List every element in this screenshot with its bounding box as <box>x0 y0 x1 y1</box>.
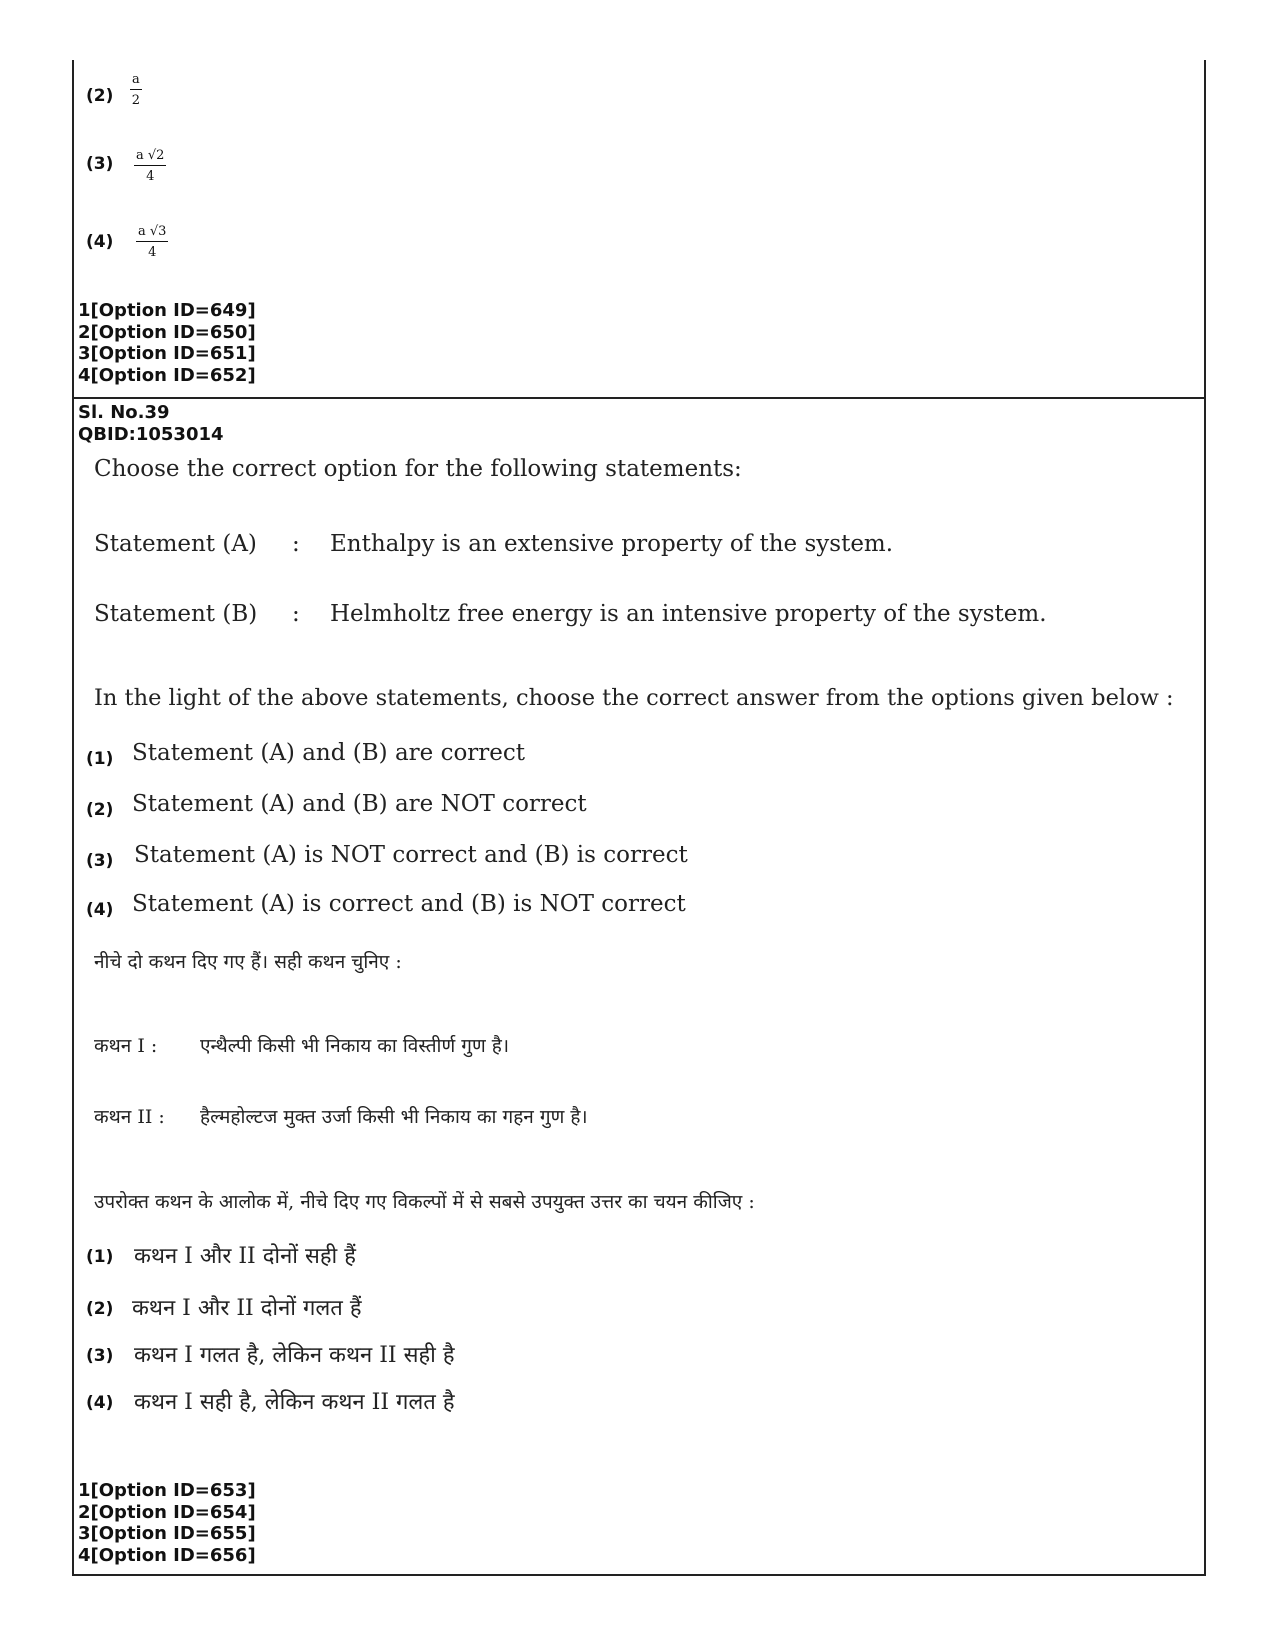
option-label: (3) <box>86 154 114 174</box>
option-math: $\frac{a √2}{4}$ <box>136 148 165 184</box>
option-text: Statement (A) is correct and (B) is NOT correct <box>132 891 686 917</box>
option-id: 3[Option ID=655] <box>78 1523 256 1544</box>
option-text: Statement (A) and (B) are NOT correct <box>132 791 587 817</box>
option-text: Statement (A) and (B) are correct <box>132 740 526 766</box>
option-label: (3) <box>86 851 114 871</box>
option-id: 2[Option ID=650] <box>78 321 256 343</box>
option-id: 1[Option ID=653] <box>78 1480 256 1501</box>
hindi-instruction: उपरोक्त कथन के आलोक में, नीचे दिए गए विकल्पों में से सबसे उपयुक्त उत्तर का चयन कीजिए : <box>94 1191 755 1213</box>
statement-a-label: Statement (A) <box>94 531 257 557</box>
statement-a-text: Enthalpy is an extensive property of the system. <box>330 531 894 557</box>
question-header <box>78 402 224 445</box>
option-label: (4) <box>86 1393 114 1413</box>
option-id: 4[Option ID=652] <box>78 364 256 386</box>
statement-b-colon: : <box>292 601 300 627</box>
option-math: $\frac{a √3}{4}$ <box>138 224 167 260</box>
option-id: 4[Option ID=656] <box>78 1544 256 1566</box>
option-label: (2) <box>86 1299 114 1319</box>
option-id: 1[Option ID=649] <box>78 300 256 321</box>
option-label: (3) <box>86 1346 114 1366</box>
hindi-statement-1-label: कथन I : <box>94 1035 158 1057</box>
option-id: 3[Option ID=651] <box>78 343 256 364</box>
hindi-statement-2-text: हैल्महोल्टज मुक्त उर्जा किसी भी निकाय का गहन गुण है। <box>200 1106 588 1128</box>
option-id: 2[Option ID=654] <box>78 1501 256 1523</box>
question-instruction: In the light of the above statements, choose the correct answer from the options given below : <box>94 685 1174 711</box>
statement-a-colon: : <box>292 531 300 557</box>
option-text: कथन I गलत है, लेकिन कथन II सही है <box>134 1343 455 1368</box>
option-id-list <box>78 1480 256 1566</box>
option-text: कथन I और II दोनों गलत हैं <box>132 1296 362 1321</box>
option-label: (4) <box>86 900 114 920</box>
statement-b-text: Helmholtz free energy is an intensive property of the system. <box>330 601 1047 627</box>
prev-option-id-list <box>78 300 256 386</box>
statement-b-label: Statement (B) <box>94 601 258 627</box>
serial-number: Sl. No.39 <box>78 402 170 423</box>
option-label: (1) <box>86 749 114 769</box>
question-bank-id: QBID:1053014 <box>78 423 224 445</box>
option-text: कथन I और II दोनों सही हैं <box>134 1244 356 1269</box>
hindi-statement-1-text: एन्थैल्पी किसी भी निकाय का विस्तीर्ण गुण है। <box>200 1035 510 1057</box>
option-text: कथन I सही है, लेकिन कथन II गलत है <box>134 1390 455 1415</box>
option-label: (4) <box>86 232 114 252</box>
option-label: (2) <box>86 86 114 106</box>
row-divider-bottom <box>72 1574 1204 1576</box>
row-divider <box>72 397 1204 399</box>
option-label: (2) <box>86 800 114 820</box>
option-math: $\frac{a}{2}$ <box>131 72 141 108</box>
question-prompt: Choose the correct option for the following statements: <box>94 456 742 482</box>
option-label: (1) <box>86 1247 114 1267</box>
option-text: Statement (A) is NOT correct and (B) is correct <box>134 842 688 868</box>
hindi-statement-2-label: कथन II : <box>94 1106 165 1128</box>
hindi-prompt: नीचे दो कथन दिए गए हैं। सही कथन चुनिए : <box>94 951 402 973</box>
